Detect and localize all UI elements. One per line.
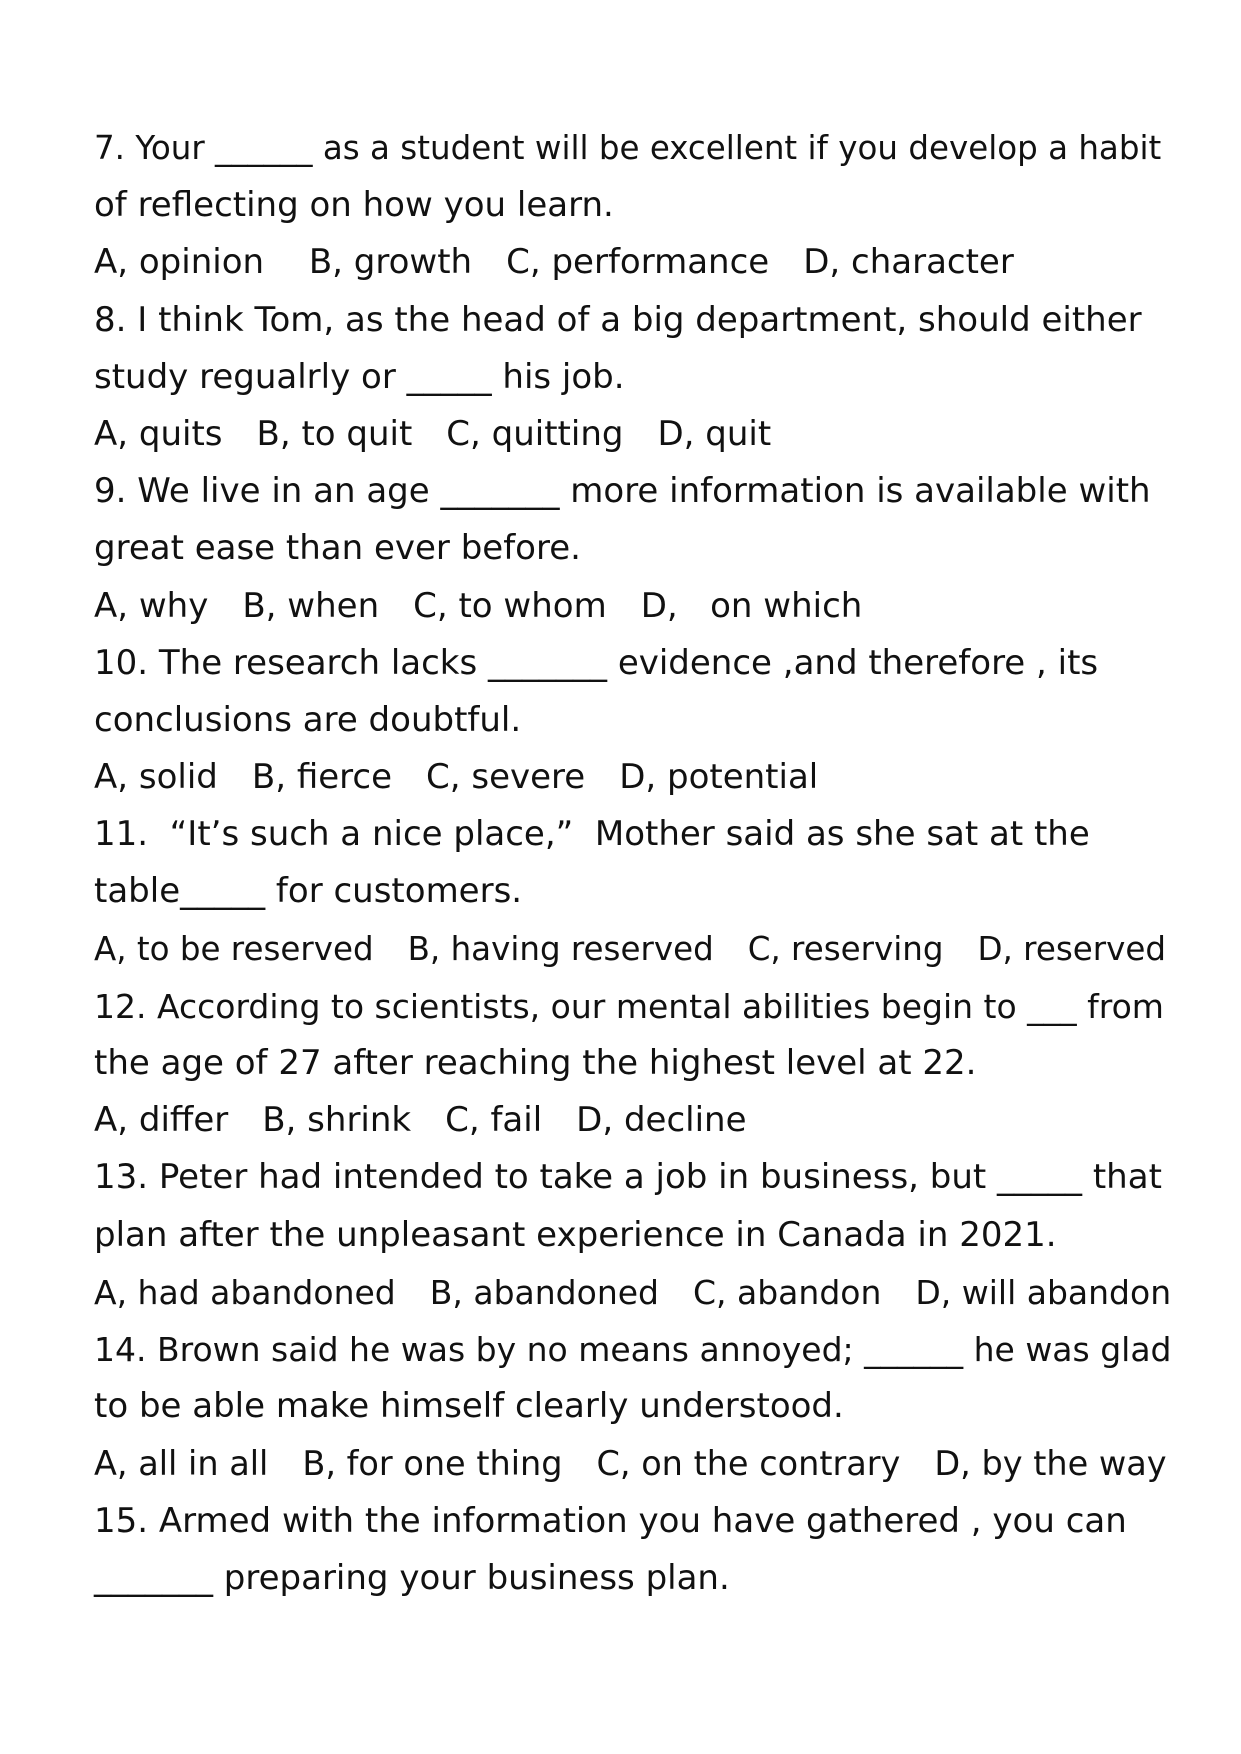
question-text-line: plan after the unpleasant experience in Canada in 2021.	[94, 1214, 1057, 1255]
option-d: D, on which	[640, 585, 863, 626]
answer-options	[94, 749, 1174, 806]
option-b: B, to quit	[256, 413, 413, 454]
question-text-line: 13. Peter had intended to take a job in business, but _____ that	[94, 1157, 1162, 1198]
question-8	[94, 292, 1174, 464]
option-b: B, when	[242, 585, 380, 626]
answer-options	[94, 1264, 1174, 1321]
question-text-line: 9. We live in an age _______ more information is available with	[94, 471, 1151, 512]
question-text-line: 10. The research lacks _______ evidence ,and therefore , its	[94, 642, 1099, 683]
question-text-line: the age of 27 after reaching the highest level at 22.	[94, 1043, 977, 1083]
answer-options	[94, 406, 1174, 463]
option-c: C, to whom	[413, 585, 607, 626]
option-a: A, why	[94, 585, 209, 626]
question-text-line: 14. Brown said he was by no means annoyed; ______ he was glad	[94, 1329, 1172, 1369]
question-text-line: of reflecting on how you learn.	[94, 185, 614, 226]
option-d: D, quit	[657, 413, 772, 454]
question-text-line: 12. According to scientists, our mental abilities begin to ___ from	[94, 986, 1164, 1026]
question-text-line: 15. Armed with the information you have gathered , you can	[94, 1500, 1127, 1541]
question-text-line: 8. I think Tom, as the head of a big department, should either	[94, 299, 1142, 340]
question-7	[94, 120, 1174, 292]
option-b: B, growth	[308, 242, 473, 283]
option-c: C, severe	[426, 757, 586, 798]
exam-page	[94, 120, 1174, 1607]
option-a: A, quits	[94, 413, 223, 454]
option-d: D, by the way	[934, 1444, 1167, 1484]
question-text-line: table_____ for customers.	[94, 871, 523, 912]
option-c: C, reserving	[747, 929, 944, 968]
option-d: D, character	[803, 242, 1014, 283]
option-a: A, solid	[94, 757, 218, 798]
option-b: B, shrink	[262, 1100, 412, 1141]
option-a: A, all in all	[94, 1444, 269, 1484]
question-9	[94, 463, 1174, 635]
question-text-line: study regualrly or _____ his job.	[94, 356, 625, 397]
question-13	[94, 1149, 1174, 1321]
option-a: A, opinion	[94, 242, 275, 283]
question-text-line: 7. Your ______ as a student will be excellent if you develop a habit	[94, 129, 1162, 167]
option-b: B, abandoned	[429, 1272, 659, 1312]
option-c: C, fail	[445, 1100, 543, 1141]
option-b: B, fierce	[251, 757, 392, 798]
answer-options	[94, 578, 1174, 635]
option-b: B, for one thing	[302, 1444, 563, 1484]
answer-options	[94, 921, 1174, 978]
question-10	[94, 635, 1174, 807]
option-d: D, potential	[619, 757, 819, 798]
question-14	[94, 1321, 1174, 1493]
question-text-line: great ease than ever before.	[94, 528, 581, 569]
option-b: B, having reserved	[407, 929, 714, 968]
option-a: A, had abandoned	[94, 1272, 396, 1312]
answer-options	[94, 1092, 1174, 1149]
option-c: C, quitting	[446, 413, 624, 454]
question-text-line: 11. “It’s such a nice place,” Mother said as she sat at the	[94, 814, 1090, 855]
option-d: D, will abandon	[915, 1272, 1172, 1312]
option-c: C, on the contrary	[596, 1444, 901, 1484]
option-a: A, differ	[94, 1100, 229, 1141]
answer-options	[94, 1435, 1174, 1492]
option-d: D, reserved	[977, 929, 1166, 968]
question-text-line: conclusions are doubtful.	[94, 699, 522, 740]
answer-options	[94, 234, 1174, 291]
question-text-line: _______ preparing your business plan.	[94, 1557, 730, 1598]
option-d: D, decline	[576, 1100, 747, 1141]
question-11	[94, 806, 1174, 978]
option-c: C, abandon	[692, 1272, 882, 1312]
question-12	[94, 978, 1174, 1150]
question-text-line: to be able make himself clearly understood.	[94, 1386, 844, 1427]
option-a: A, to be reserved	[94, 929, 374, 968]
question-15	[94, 1493, 1174, 1607]
option-c: C, performance	[506, 242, 770, 283]
